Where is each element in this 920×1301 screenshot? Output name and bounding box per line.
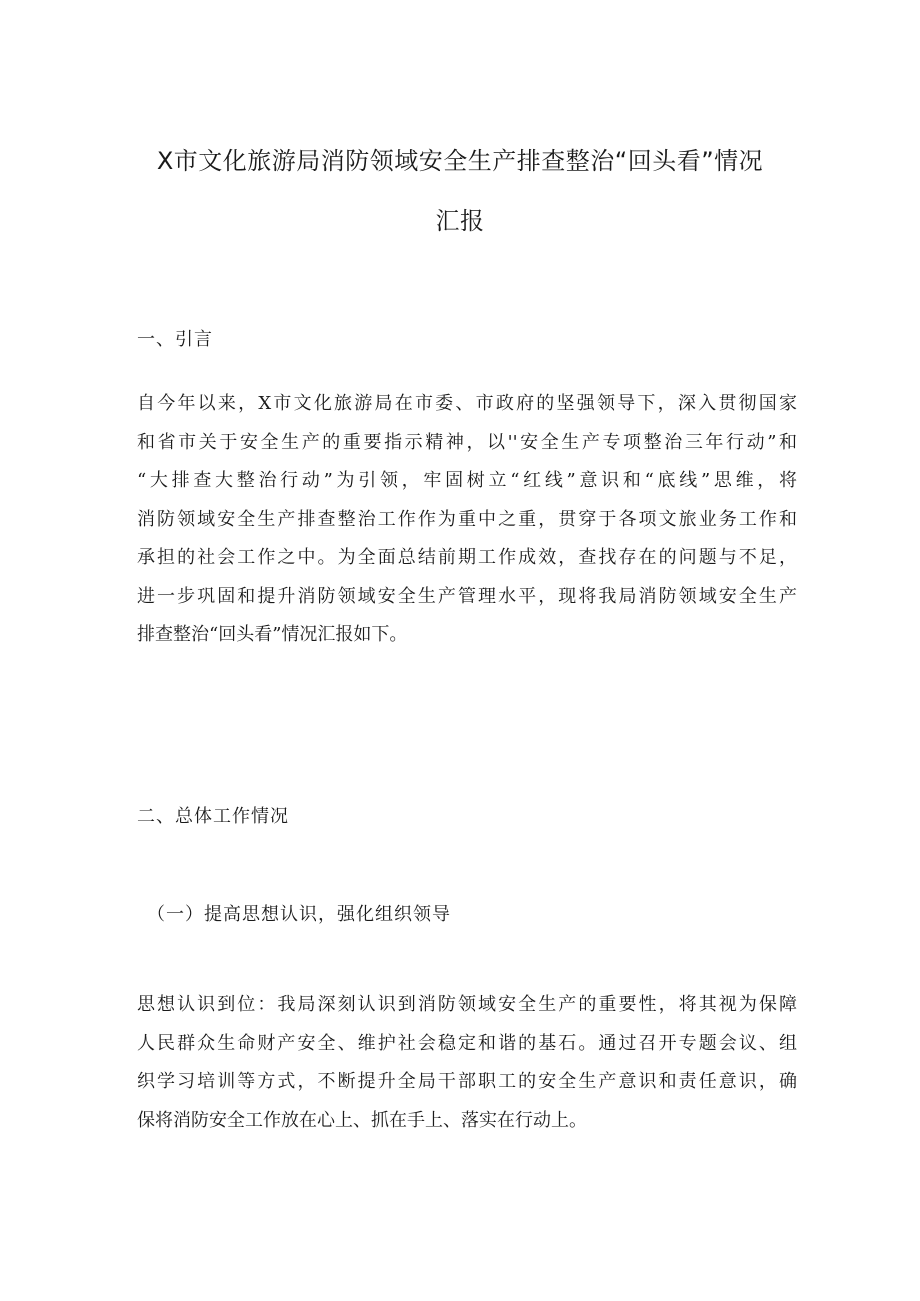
paragraph-line: 承担的社会工作之中。为全面总结前期工作成效，查找存在的问题与不足，	[137, 547, 797, 568]
document-title-line-2: 汇报	[435, 207, 485, 235]
paragraph-line: 排查整治“回头看”情况汇报如下。	[137, 624, 408, 645]
paragraph-line: 人民群众生命财产安全、维护社会稳定和谐的基石。通过召开专题会议、组	[137, 1032, 797, 1054]
paragraph-line: 保将消防安全工作放在心上、抓在手上、落实在行动上。	[137, 1109, 587, 1131]
section-heading-overall-work: 二、总体工作情况	[137, 806, 289, 827]
introduction-paragraph	[137, 385, 797, 655]
paragraph-line: 和省市关于安全生产的重要指示精神，以''安全生产专项整治三年行动”和	[137, 431, 797, 453]
paragraph-line: 进一步巩固和提升消防领域安全生产管理水平，现将我局消防领域安全生产	[137, 585, 797, 607]
paragraph-line: 自今年以来，X市文化旅游局在市委、市政府的坚强领导下，深入贯彻国家	[137, 393, 797, 414]
paragraph-line: 消防领域安全生产排查整治工作作为重中之重，贯穿于各项文旅业务工作和	[137, 508, 797, 530]
document-title-line-1: X市文化旅游局消防领域安全生产排查整治“回头看”情况	[156, 147, 764, 175]
thought-awareness-paragraph	[137, 986, 797, 1140]
subsection-heading-leadership: （一）提高思想认识，强化组织领导	[147, 904, 451, 925]
paragraph-line: 织学习培训等方式，不断提升全局干部职工的安全生产意识和责任意识，确	[137, 1071, 797, 1092]
section-heading-introduction: 一、引言	[137, 329, 213, 350]
paragraph-line: “大排查大整治行动”为引领，牢固树立“红线”意识和“底线”思维，将	[137, 470, 797, 491]
paragraph-line: 思想认识到位：我局深刻认识到消防领域安全生产的重要性，将其视为保障	[137, 994, 797, 1015]
